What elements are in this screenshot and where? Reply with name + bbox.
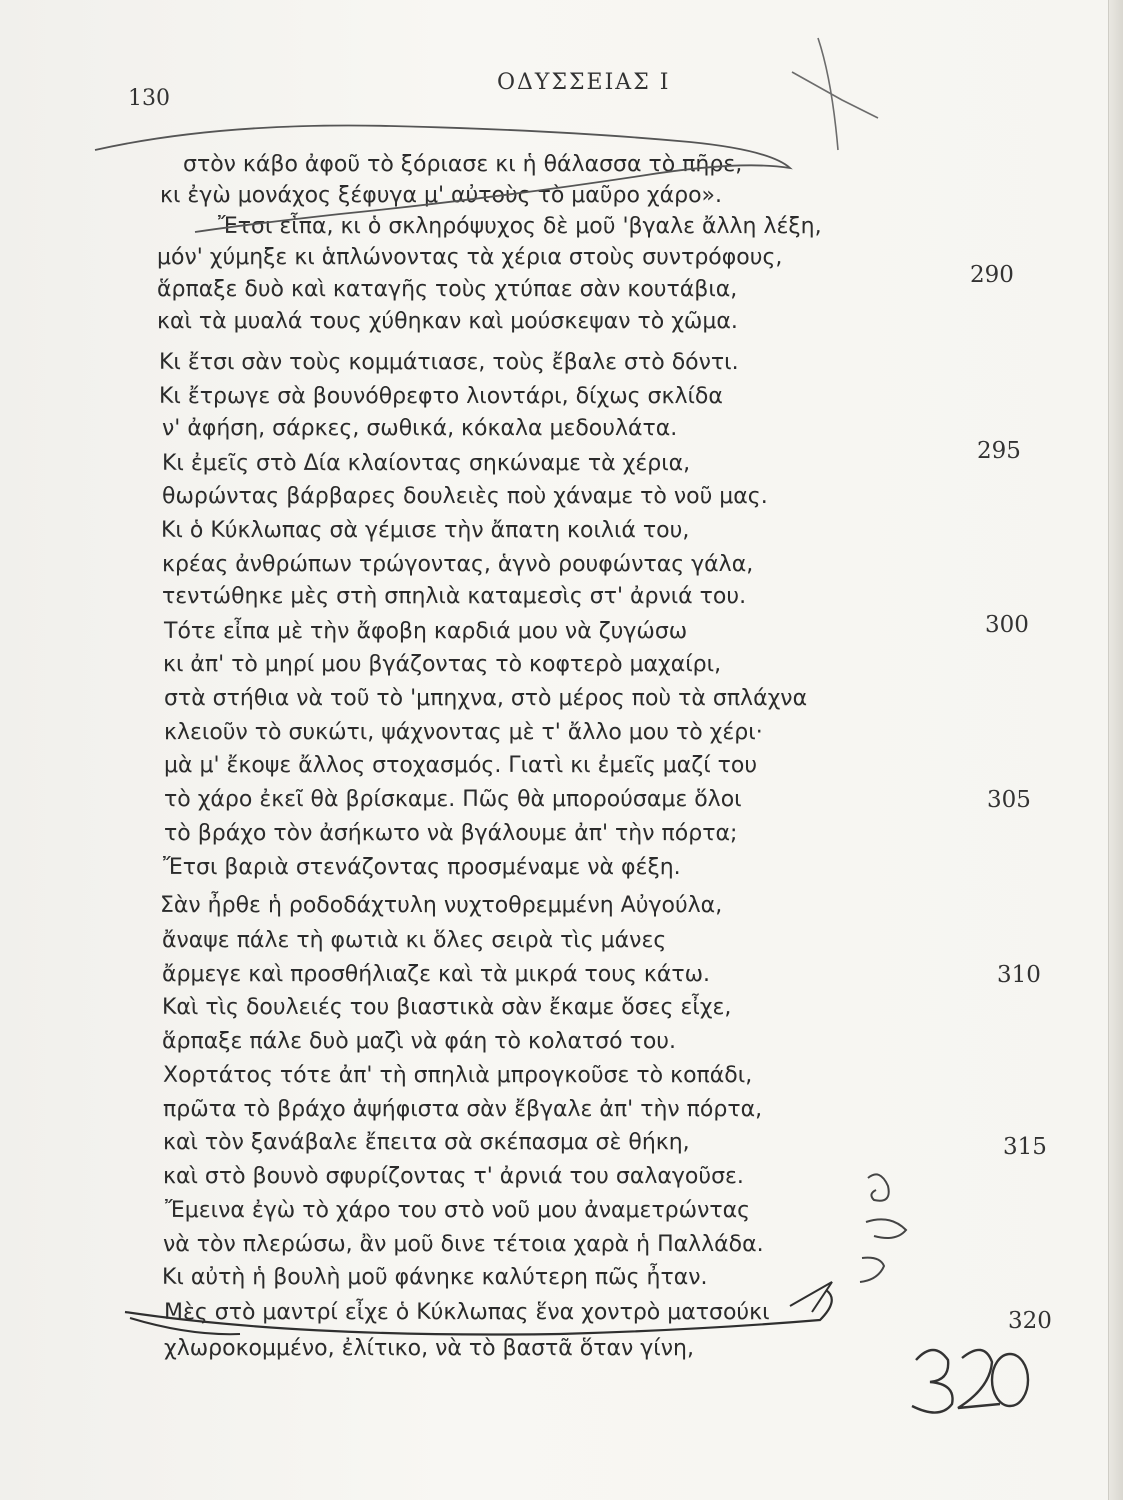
- verse-line: κι ἐγὼ μονάχος ξέφυγα μ' αὐτοὺς τὸ μαῦρο χάρο».: [160, 183, 723, 208]
- verse-line: ἄναψε πάλε τὴ φωτιὰ κι ὅλες σειρὰ τὶς μάνες: [162, 928, 667, 953]
- verse-line: Μὲς στὸ μαντρί εἶχε ὁ Κύκλωπας ἕνα χοντρὸ ματσούκι: [164, 1300, 770, 1325]
- verse-line: στὸν κάβο ἀφοῦ τὸ ξόριασε κι ἡ θάλασσα τὸ πῆρε,: [183, 152, 743, 177]
- verse-line: Κι ἐμεῖς στὸ Δία κλαίοντας σηκώναμε τὰ χέρια,: [162, 451, 691, 476]
- verse-line: Τότε εἶπα μὲ τὴν ἄφοβη καρδιά μου νὰ ζυγώσω: [164, 619, 688, 644]
- verse-line: Κι ὁ Κύκλωπας σὰ γέμισε τὴν ἄπατη κοιλιά του,: [161, 518, 690, 543]
- verse-line: μόν' χύμηξε κι ἁπλώνοντας τὰ χέρια στοὺς συντρόφους,: [157, 245, 783, 270]
- verse-line: Κι αὐτὴ ἡ βουλὴ μοῦ φάνηκε καλύτερη πῶς ἦταν.: [162, 1265, 708, 1290]
- verse-line: στὰ στήθια νὰ τοῦ τὸ 'μπηχνα, στὸ μέρος ποὺ τὰ σπλάχνα: [164, 686, 808, 711]
- line-number: 305: [987, 787, 1031, 813]
- verse-line: πρῶτα τὸ βράχο ἀψήφιστα σὰν ἔβγαλε ἀπ' τὴν πόρτα,: [163, 1097, 763, 1122]
- verse-line: τὸ βράχο τὸν ἀσήκωτο νὰ βγάλουμε ἀπ' τὴν πόρτα;: [164, 821, 738, 846]
- line-number: 300: [985, 612, 1029, 638]
- verse-line: κι ἀπ' τὸ μηρί μου βγάζοντας τὸ κοφτερὸ μαχαίρι,: [163, 652, 722, 677]
- verse-line: θωρώντας βάρβαρες δουλειὲς ποὺ χάναμε τὸ νοῦ μας.: [162, 484, 768, 509]
- verse-line: Κι ἔτσι σὰν τοὺς κομμάτιασε, τοὺς ἔβαλε στὸ δόντι.: [159, 350, 739, 375]
- verse-line: Καὶ τὶς δουλειές του βιαστικὰ σὰν ἔκαμε ὅσες εἶχε,: [162, 995, 732, 1020]
- verse-line: ἄρμεγε καὶ προσθήλιαζε καὶ τὰ μικρά τους κάτω.: [162, 962, 710, 987]
- verse-line: καὶ τὸν ξανάβαλε ἔπειτα σὰ σκέπασμα σὲ θήκη,: [163, 1130, 690, 1155]
- verse-line: Ἔτσι βαριὰ στενάζοντας προσμέναμε νὰ φέξη.: [163, 855, 681, 880]
- verse-line: μὰ μ' ἔκοψε ἄλλος στοχασμός. Γιατὶ κι ἐμεῖς μαζί του: [164, 753, 758, 778]
- verse-line: ἅρπαξε δυὸ καὶ καταγῆς τοὺς χτύπαε σὰν κουτάβια,: [157, 277, 738, 302]
- line-number: 320: [1008, 1308, 1052, 1334]
- verse-line: ἅρπαξε πάλε δυὸ μαζὶ νὰ φάη τὸ κολατσό του.: [162, 1029, 677, 1054]
- verse-line: Χορτάτος τότε ἀπ' τὴ σπηλιὰ μπρογκοῦσε τὸ κοπάδι,: [163, 1063, 753, 1088]
- running-header-title: ΟΔΥΣΣΕΙΑΣ Ι: [497, 70, 671, 95]
- verse-line: Ἔμεινα ἐγὼ τὸ χάρο του στὸ νοῦ μου ἀναμετρώντας: [165, 1198, 751, 1223]
- verse-line: χλωροκομμένο, ἐλίτικο, νὰ τὸ βαστᾶ ὅταν γίνη,: [164, 1336, 694, 1361]
- verse-line: καὶ τὰ μυαλά τους χύθηκαν καὶ μούσκεψαν τὸ χῶμα.: [157, 309, 738, 334]
- page-number: 130: [128, 86, 170, 111]
- verse-line: Ἔτσι εἶπα, κι ὁ σκληρόψυχος δὲ μοῦ 'βγαλε ἄλλη λέξη,: [218, 214, 822, 239]
- line-number: 310: [997, 962, 1041, 988]
- verse-line: κρέας ἀνθρώπων τρώγοντας, ἁγνὸ ρουφώντας γάλα,: [162, 552, 754, 577]
- verse-line: Σὰν ἦρθε ἡ ροδοδάχτυλη νυχτοθρεμμένη Αὐγούλα,: [160, 893, 723, 918]
- line-number: 295: [977, 438, 1021, 464]
- verse-line: τὸ χάρο ἐκεῖ θὰ βρίσκαμε. Πῶς θὰ μπορούσαμε ὅλοι: [164, 787, 742, 812]
- line-number: 290: [970, 262, 1014, 288]
- verse-line: καὶ στὸ βουνὸ σφυρίζοντας τ' ἀρνιά του σαλαγοῦσε.: [163, 1164, 744, 1189]
- verse-line: κλειοῦν τὸ συκώτι, ψάχνοντας μὲ τ' ἄλλο μου τὸ χέρι·: [164, 720, 763, 745]
- verse-line: νὰ τὸν πλερώσω, ἂν μοῦ δινε τέτοια χαρὰ ἡ Παλλάδα.: [163, 1232, 764, 1257]
- verse-line: ν' ἀφήση, σάρκες, σωθικά, κόκαλα μεδουλάτα.: [162, 416, 678, 441]
- verse-line: Κι ἔτρωγε σὰ βουνόθρεφτο λιοντάρι, δίχως σκλίδα: [159, 384, 723, 409]
- line-number: 315: [1003, 1134, 1047, 1160]
- verse-line: τεντώθηκε μὲς στὴ σπηλιὰ καταμεσὶς στ' ἀρνιά του.: [162, 584, 747, 609]
